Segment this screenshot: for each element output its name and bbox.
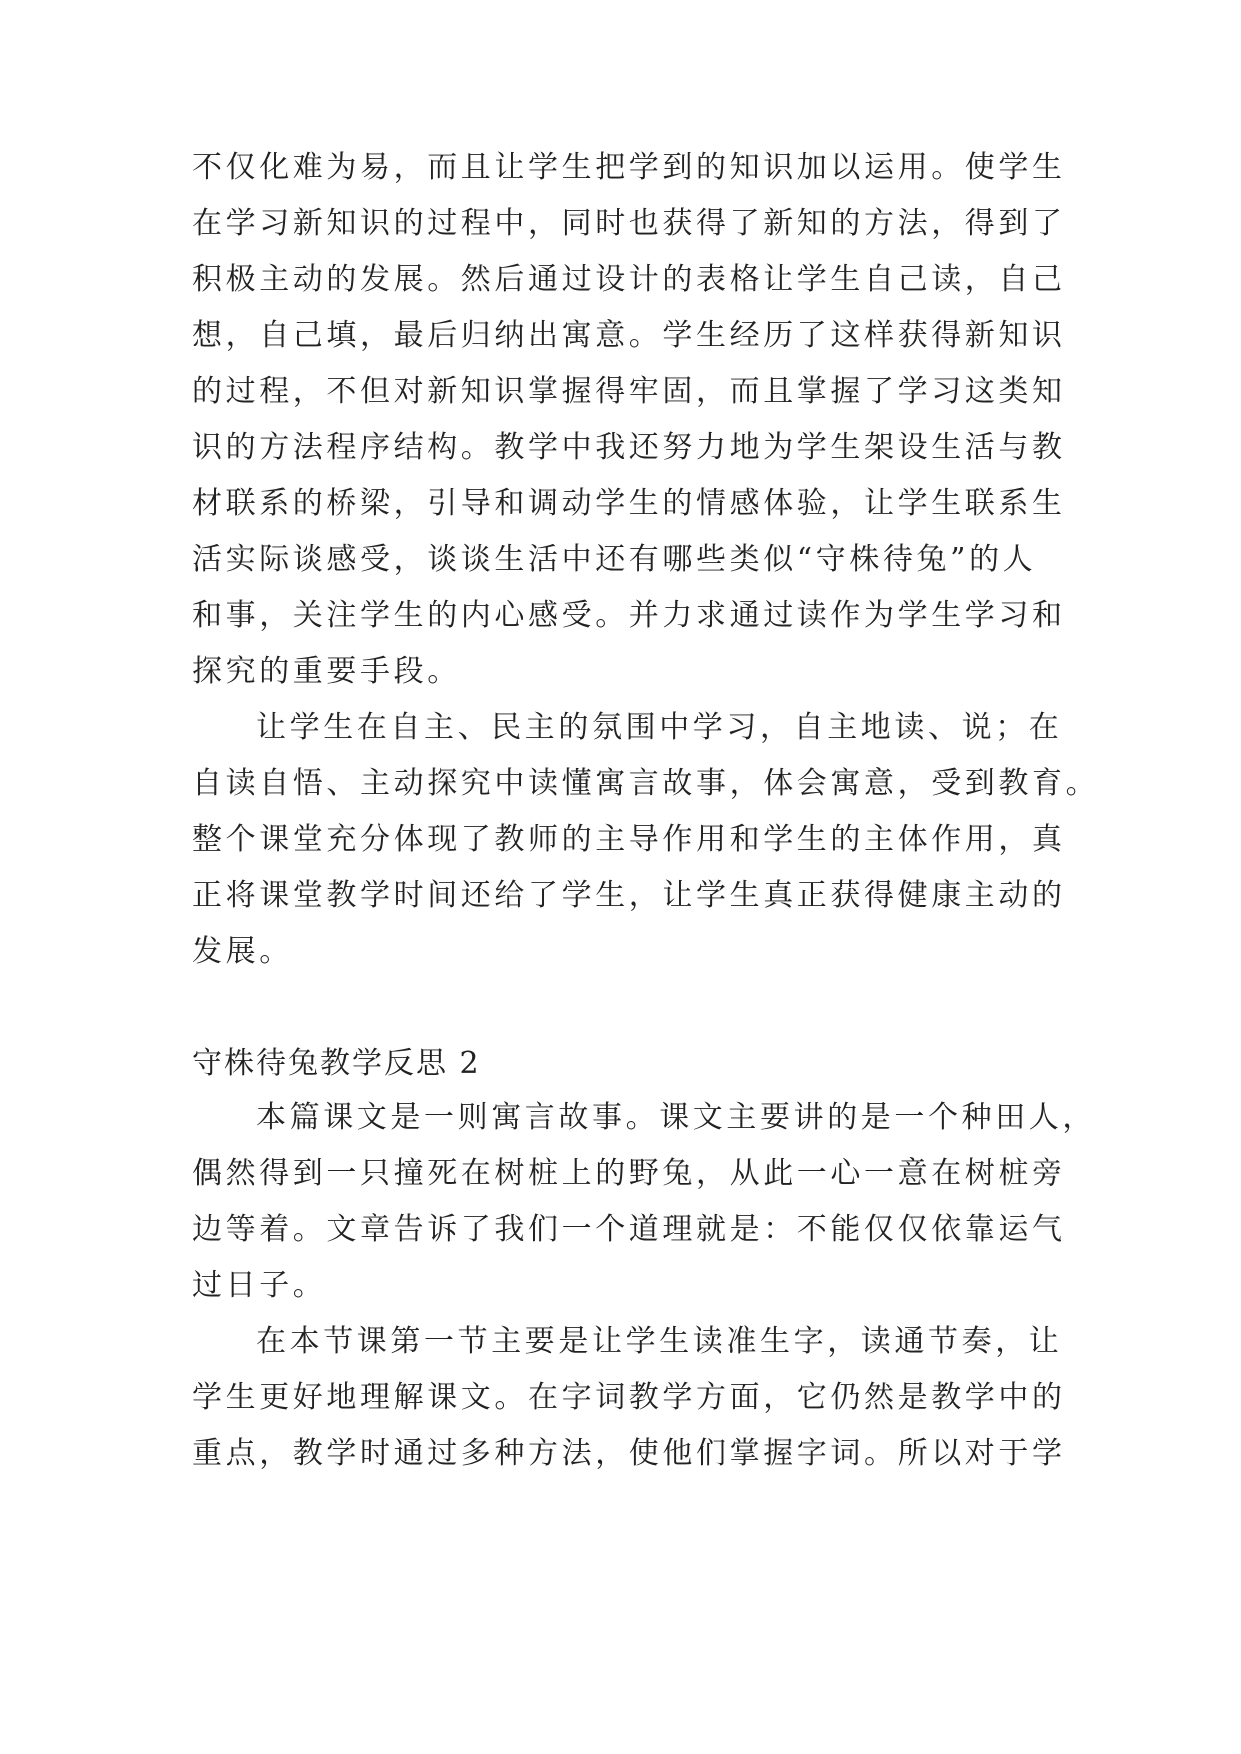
text-line: 探究的重要手段。 xyxy=(192,654,461,689)
text-line: 不仅化难为易，而且让学生把学到的知识加以运用。使学生 xyxy=(192,150,1066,185)
text-line: 自读自悟、主动探究中读懂寓言故事，体会寓意，受到教育。 xyxy=(192,766,1100,801)
text-line: 识的方法程序结构。教学中我还努力地为学生架设生活与教 xyxy=(192,430,1066,465)
text-line: 和事，关注学生的内心感受。并力求通过读作为学生学习和 xyxy=(192,598,1066,633)
text-line: 本篇课文是一则寓言故事。课文主要讲的是一个种田人， xyxy=(256,1100,1096,1135)
text-line: 偶然得到一只撞死在树桩上的野兔，从此一心一意在树桩旁 xyxy=(192,1156,1066,1191)
text-line: 在学习新知识的过程中，同时也获得了新知的方法，得到了 xyxy=(192,206,1066,241)
text-line: 发展。 xyxy=(192,934,293,969)
text-line: 过日子。 xyxy=(192,1268,327,1303)
section-title: 守株待兔教学反思 2 xyxy=(192,1046,481,1081)
text-line: 整个课堂充分体现了教师的主导作用和学生的主体作用，真 xyxy=(192,822,1066,857)
text-line: 在本节课第一节主要是让学生读准生字，读通节奏，让 xyxy=(256,1324,1063,1359)
text-line: 积极主动的发展。然后通过设计的表格让学生自己读，自己 xyxy=(192,262,1066,297)
text-line: 让学生在自主、民主的氛围中学习，自主地读、说；在 xyxy=(256,710,1063,745)
text-line: 正将课堂教学时间还给了学生，让学生真正获得健康主动的 xyxy=(192,878,1066,913)
text-line: 想，自己填，最后归纳出寓意。学生经历了这样获得新知识 xyxy=(192,318,1066,353)
text-line: 活实际谈感受，谈谈生活中还有哪些类似“守株待兔”的人 xyxy=(192,542,1037,577)
text-line: 的过程，不但对新知识掌握得牢固，而且掌握了学习这类知 xyxy=(192,374,1066,409)
text-line: 边等着。文章告诉了我们一个道理就是：不能仅仅依靠运气 xyxy=(192,1212,1066,1247)
text-line: 材联系的桥梁，引导和调动学生的情感体验，让学生联系生 xyxy=(192,486,1066,521)
text-line: 学生更好地理解课文。在字词教学方面，它仍然是教学中的 xyxy=(192,1380,1066,1415)
text-line: 重点，教学时通过多种方法，使他们掌握字词。所以对于学 xyxy=(192,1436,1066,1471)
